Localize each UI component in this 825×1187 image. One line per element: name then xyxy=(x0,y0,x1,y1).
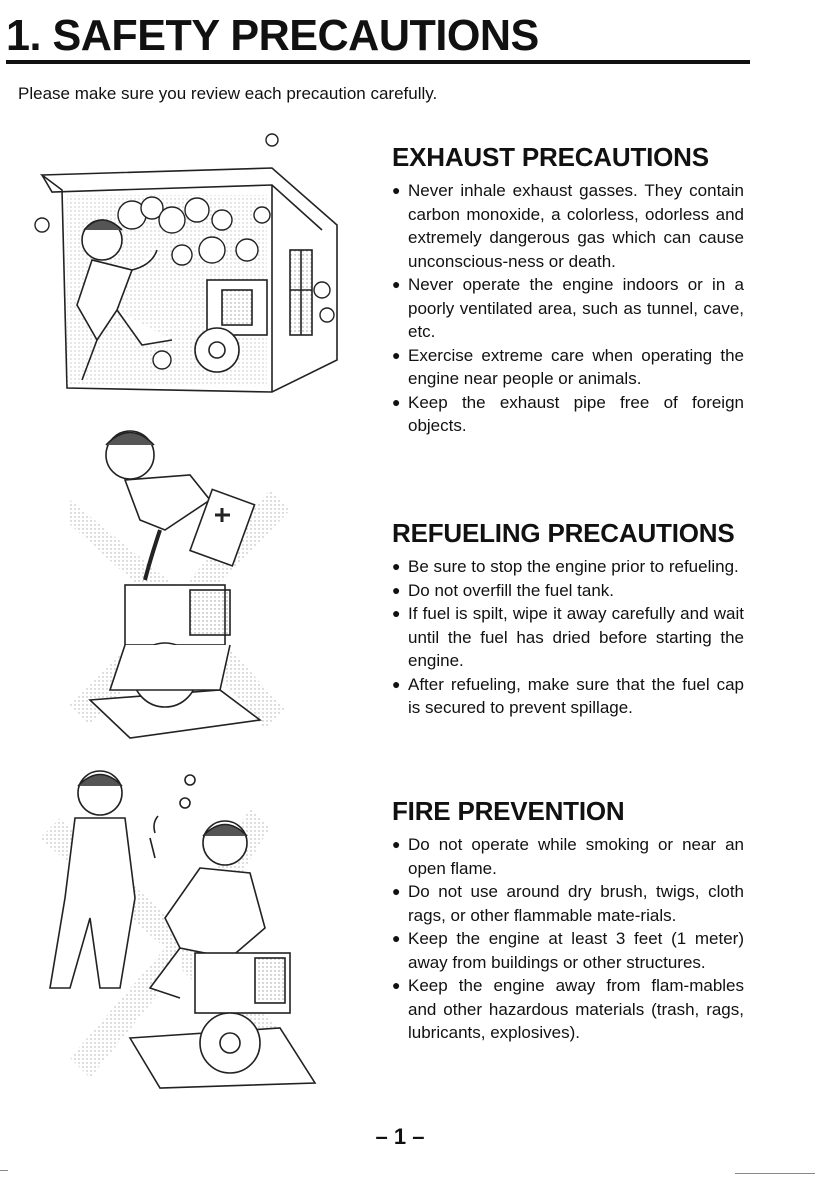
precaution-list xyxy=(392,833,744,1045)
refueling-precautions-section xyxy=(392,518,744,720)
list-item: ● Keep the engine away from flam-mables and other hazardous materials (trash, rags, lubricants, explosives). xyxy=(392,974,744,1045)
list-item: ● Never inhale exhaust gasses. They contain carbon monoxide, a colorless, odorless and extremely dangerous gas which can cause unconscious-ness or death. xyxy=(392,179,744,273)
list-item: ● Do not use around dry brush, twigs, cloth rags, or other flammable mate-rials. xyxy=(392,880,744,927)
footer-rule xyxy=(735,1173,815,1174)
exhaust-indoor-illustration xyxy=(22,130,362,405)
list-item: ● If fuel is spilt, wipe it away carefully and wait until the fuel has dried before starting the engine. xyxy=(392,602,744,673)
list-item: ● Be sure to stop the engine prior to refueling. xyxy=(392,555,744,579)
page-title: 1. SAFETY PRECAUTIONS xyxy=(6,11,539,60)
exhaust-precautions-section xyxy=(392,142,744,438)
page-number: – 1 – xyxy=(375,1124,425,1149)
refueling-illustration xyxy=(70,420,290,750)
section-heading: REFUELING PRECAUTIONS xyxy=(392,518,735,548)
list-item: ● After refueling, make sure that the fuel cap is secured to prevent spillage. xyxy=(392,673,744,720)
precaution-list xyxy=(392,555,744,720)
section-heading: FIRE PREVENTION xyxy=(392,796,625,826)
section-heading: EXHAUST PRECAUTIONS xyxy=(392,142,709,172)
list-item: ● Keep the engine at least 3 feet (1 meter) away from buildings or other structures. xyxy=(392,927,744,974)
fire-prevention-section xyxy=(392,796,744,1045)
title-underline xyxy=(6,60,750,64)
list-item: ● Exercise extreme care when operating the engine near people or animals. xyxy=(392,344,744,391)
list-item: ● Do not overfill the fuel tank. xyxy=(392,579,744,603)
footer-mark xyxy=(0,1170,8,1171)
precaution-list xyxy=(392,179,744,438)
intro-text: Please make sure you review each precaution carefully. xyxy=(18,84,438,103)
fire-hazard-illustration xyxy=(30,758,330,1098)
list-item: ● Never operate the engine indoors or in a poorly ventilated area, such as tunnel, cave, etc. xyxy=(392,273,744,344)
list-item: ● Keep the exhaust pipe free of foreign objects. xyxy=(392,391,744,438)
list-item: ● Do not operate while smoking or near an open flame. xyxy=(392,833,744,880)
